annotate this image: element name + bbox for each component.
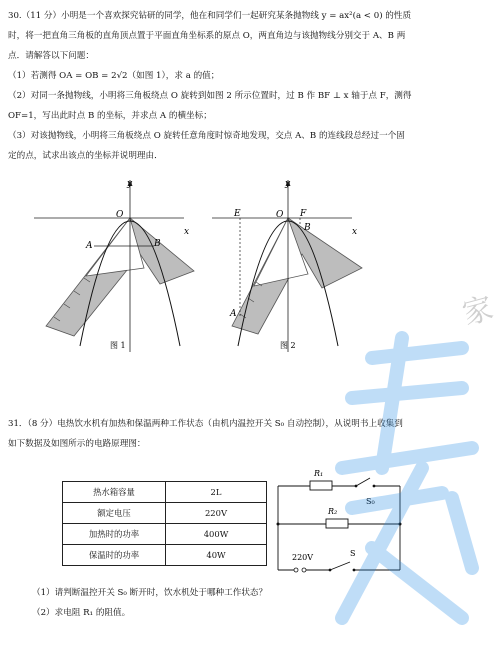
table-cell: 220V [166,503,267,524]
figure-1 [34,176,204,354]
q30-line-5: （2）对同一条抛物线，小明将三角板绕点 O 旋转到如图 2 所示位置时，过 B 作 BF ⊥ x 轴于点 F，测得 [8,91,412,101]
q31-sub-1: （1）请判断温控开关 S₀ 断开时，饮水机处于哪种工作状态？ [32,588,268,598]
table-cell: 额定电压 [63,503,166,524]
table-cell: 热水箱容量 [63,482,166,503]
q30-line-6: OF=1，写出此时点 B 的坐标，并求点 A 的横坐标； [8,111,212,121]
watermark-side-text: 家 [458,290,497,333]
q31-line-2: 如下数据及如图所示的电路原理图： [8,439,146,449]
fig2-b-label: B [304,223,311,233]
table-row [63,482,267,503]
circuit-s0-label: S₀ [366,497,375,506]
fig1-x-label: x [184,227,190,237]
fig2-e-label: E [234,209,241,219]
circuit-r2-label: R₂ [328,507,338,516]
fig1-o-label: O [116,210,124,220]
fig2-f-label: F [300,209,307,219]
fig1-caption: 图 1 [110,341,126,350]
fig2-a-label: A [230,309,237,319]
fig1-y-label: y [127,179,133,189]
table-row [63,524,267,545]
q30-line-7: （3）对该抛物线，小明将三角板绕点 O 旋转任意角度时惊奇地发现，交点 A、B 的连线段总经过一个固 [8,131,405,141]
q30-line-4: （1）若测得 OA = OB = 2√2（如图 1），求 a 的值； [8,71,220,81]
circuit-voltage-label: 220V [292,553,314,562]
q30-line-2: 时，将一把直角三角板的直角顶点置于平面直角坐标系的原点 O，两直角边与该抛物线分别交于 A、B 两 [8,31,406,41]
fig2-y-label: y [285,179,291,189]
fig2-o-label: O [276,210,284,220]
table-cell: 40W [166,545,267,566]
fig2-caption: 图 2 [280,341,296,350]
question-31 [8,414,486,454]
spec-table [62,481,267,566]
fig1-a-label: A [86,241,93,251]
fig2-x-label: x [352,227,358,237]
q31-line-1: 31．（8 分）电热饮水机有加热和保温两种工作状态（由机内温控开关 S₀ 自动控制），从说明书上收集到 [8,419,403,429]
table-row [63,503,267,524]
q31-subquestions [32,583,482,623]
q30-line-3: 点．请解答以下问题： [8,51,94,61]
table-cell: 400W [166,524,267,545]
table-cell: 保温时的功率 [63,545,166,566]
table-row [63,545,267,566]
q30-line-1: 30.（11 分）小明是一个喜欢探究钻研的同学，他在和同学们一起研究某条抛物线 y = ax²(a < 0) 的性质 [8,11,412,21]
table-cell: 2L [166,482,267,503]
q30-line-8: 定的点，试求出该点的坐标并说明理由． [8,151,163,161]
figure-2 [212,176,372,354]
fig1-b-label: B [154,239,161,249]
table-cell: 加热时的功率 [63,524,166,545]
q31-sub-2: （2）求电阻 R₁ 的阻值。 [32,608,131,618]
circuit-r1-label: R₁ [314,469,324,478]
circuit-diagram [270,464,410,576]
question-30 [8,6,486,166]
circuit-s-label: S [350,549,356,558]
